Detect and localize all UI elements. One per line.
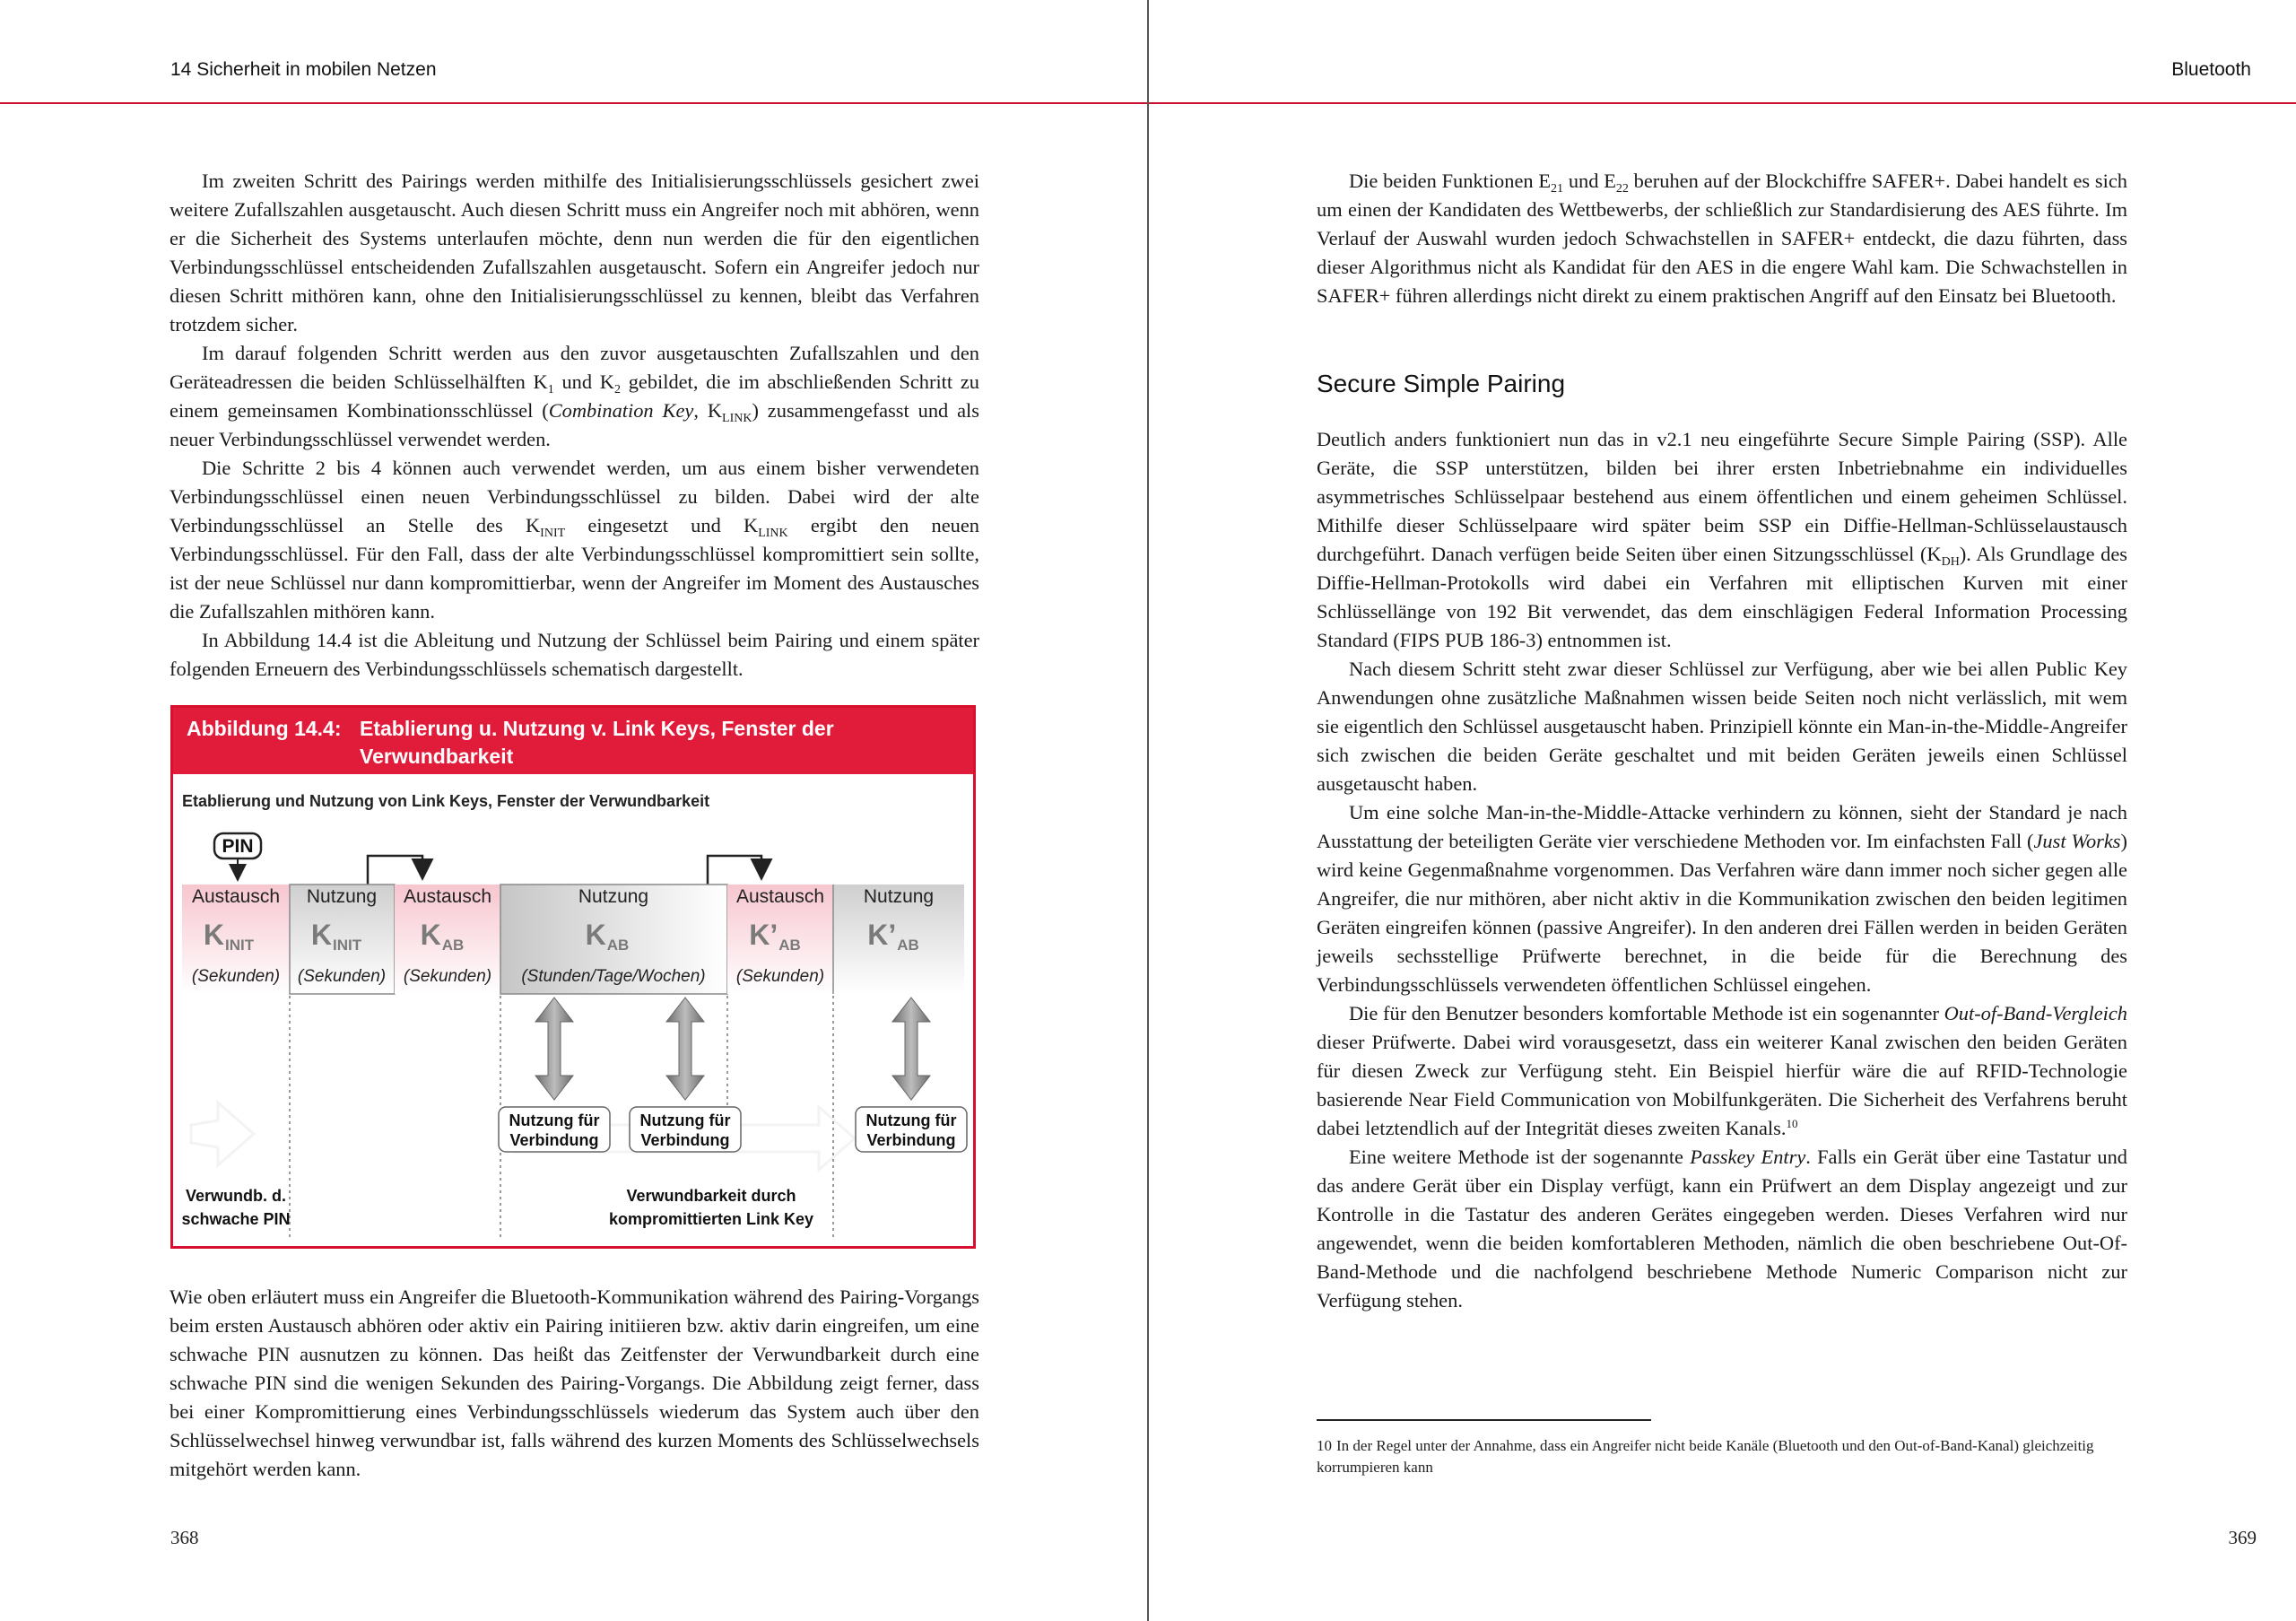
svg-text:(Sekunden): (Sekunden) [191, 967, 281, 986]
header-rule-right [1149, 102, 2296, 104]
vuln-weak-pin-line2: schwache PIN [181, 1210, 291, 1228]
left-body-bottom [170, 1283, 979, 1484]
key-phase-box [500, 885, 727, 994]
svg-text:Verbindung: Verbindung [640, 1131, 730, 1149]
paragraph: Die Schritte 2 bis 4 können auch verwendet werden, um aus einem bisher verwendeten Verbindungsschlüssel einen neuen Verbindungsschlüssel zu bilden. Dabei wird der alte Verbindungsschlüssel an Stelle des $K_{INIT}$ eingesetzt und $K_{LINK}$ ergibt den neuen Verbindungsschlüssel. Für den Fall, dass der alte Verbindungsschlüssel kompromittiert sein sollte, ist der neue Schlüssel nur dann kompromittierbar, wenn der Angreifer im Moment des Austausches die Zufallszahlen mithören kann. [170, 457, 979, 623]
usage-label [499, 1107, 610, 1152]
vuln-compromised-line1: Verwundbarkeit durch [626, 1187, 796, 1205]
svg-text:Nutzung: Nutzung [578, 886, 649, 907]
figure-number: Abbildung 14.4: [187, 717, 342, 740]
svg-text:Austausch: Austausch [403, 886, 492, 907]
svg-text:Nutzung für: Nutzung für [509, 1111, 600, 1129]
key-phase-box [395, 885, 500, 994]
paragraph: Nach diesem Schritt steht zwar dieser Schlüssel zur Verfügung, aber wie bei allen Public Key Anwendungen ohne zusätzliche Maßnahmen wissen beide Seiten noch nicht verlässlich, mit wem sie eigentlich den Schlüssel ausgetauscht haben. Prinzipiell könnte ein Man-in-the-Middle-Angreifer sich zwischen die beiden Geräte geschaltet und mit beiden Geräten jeweils einen Schlüssel ausgetauscht haben. [1317, 658, 2127, 795]
running-head-left: 14 Sicherheit in mobilen Netzen [170, 59, 437, 80]
footnote-text: In der Regel unter der Annahme, dass ein Angreifer nicht beide Kanäle (Bluetooth und den Out-of-Band-Kanal) gleichzeitig korrumpieren kann [1317, 1437, 2094, 1476]
footnote-number: 10 [1317, 1437, 1332, 1454]
footnote-rule [1317, 1419, 1651, 1421]
footnote-ref: 10 [1786, 1117, 1798, 1130]
paragraph: Eine weitere Methode ist der sogenannte Passkey Entry. Falls ein Gerät über eine Tastatur und das andere Gerät über ein Display verfügt, kann ein Prüfwert an dem Display angezeigt und zur Kontrolle in die Tastatur des anderen Gerätes eingegeben werden. Dieses Verfahren wird nur angewendet, wenn die beiden komfortableren Methoden, nämlich die oben beschriebene Out-Of-Band-Methode und die nachfolgend beschriebene Methode Numeric Comparison nicht zur Verfügung stehen. [1317, 1146, 2128, 1312]
svg-text:K’AB: K’AB [749, 919, 801, 954]
right-page [1149, 0, 2296, 1621]
svg-text:PIN: PIN [222, 836, 254, 857]
svg-text:KAB: KAB [585, 919, 630, 954]
paragraph: Wie oben erläutert muss ein Angreifer die Bluetooth-Kommunikation während des Pairing-Vorgangs beim ersten Austausch abhören oder aktiv ein Pairing initiieren bzw. aktiv darin eingreifen, um eine schwache PIN ausnutzen zu können. Das heißt das Zeitfenster der Verwundbarkeit durch eine schwache PIN sind die wenigen Sekunden des Pairing-Vorgangs. Die Abbildung zeigt ferner, dass bei einer Kompromittierung eines Verbindungsschlüssels wiederum das System auch über den Schlüsselwechsel hinweg verwundbar ist, falls während des kurzen Moments des Schlüsselwechsels mitgehört werden kann. [170, 1285, 979, 1480]
key-phase-box [290, 885, 395, 994]
key-phase-box [727, 885, 833, 994]
figure-diagram [173, 708, 973, 1246]
paragraph: Deutlich anders funktioniert nun das in v2.1 neu eingeführte Secure Simple Pairing (SSP). Alle Geräte, die SSP unterstützen, bilden bei ihrer ersten Inbetriebnahme ein individuelles asymmetrisches Schlüsselpaar bestehend aus einem öffentlichen und einem geheimen Schlüssel. Mithilfe dieser Schlüsselpaare wird später beim SSP ein Diffie-Hellman-Schlüsselaustausch durchgeführt. Danach verfügen beide Seiten über einen Sitzungsschlüssel $(K_{DH})$. Als Grundlage des Diffie-Hellman-Protokolls wird dabei ein Verfahren mit elliptischen Kurven mit einer Schlüssellänge von 192 Bit verwendet, das dem einschlägigen Federal Information Processing Standard (FIPS PUB 186-3) entnommen ist. [1317, 428, 2127, 651]
figure-subtitle: Etablierung und Nutzung von Link Keys, Fenster der Verwundbarkeit [182, 792, 710, 810]
paragraph: Die beiden Funktionen $E_{21}$ und $E_{22}$ beruhen auf der Blockchiffre SAFER+. Dabei handelt es sich um einen der Kandidaten des Wettbewerbs, der schließlich zur Standardisierung des AES führte. Im Verlauf der Auswahl wurden jedoch Schwachstellen in SAFER+ entdeckt, die dazu führten, dass dieser Algorithmus nicht als Kandidat für den AES in die engere Wahl kam. Die Schwachstellen in SAFER+ führen allerdings nicht direkt zu einem praktischen Angriff auf den Einsatz bei Bluetooth. [1317, 170, 2127, 307]
pin-badge [214, 833, 261, 878]
figure-14-4 [170, 705, 976, 1249]
svg-text:KAB: KAB [420, 919, 465, 954]
svg-text:Nutzung für: Nutzung für [865, 1111, 957, 1129]
usage-label [856, 1107, 967, 1152]
paragraph: Die für den Benutzer besonders komfortable Methode ist ein sogenannter Out-of-Band-Vergleich dieser Prüfwerte. Dabei wird vorausgesetzt, dass ein weiterer Kanal zwischen den beiden Geräten für diesen Zweck zur Verfügung steht. Ein Beispiel hierfür wäre die auf RFID-Technologie basierende Near Field Communication von Mobilfunkgeräten. Die Sicherheit des Verfahrens beruht dabei letztendlich auf der Integrität dieses zweiten Kanals.$^{10}$ [1317, 1002, 2127, 1139]
footnote [1317, 1435, 2127, 1478]
left-body-top [170, 167, 979, 684]
svg-text:Austausch: Austausch [735, 886, 825, 907]
svg-text:Verbindung: Verbindung [866, 1131, 956, 1149]
paragraph: Im darauf folgenden Schritt werden aus den zuvor ausgetauschten Zufallszahlen und den Geräteadressen die beiden Schlüsselhälften $K_1$ und $K_2$ gebildet, die im abschließenden Schritt zu einem gemeinsamen Kombinationsschlüssel (Combination Key, $K_{LINK}$) zusammengefasst und als neuer Verbindungsschlüssel verwendet werden. [170, 342, 979, 450]
svg-text:Verbindung: Verbindung [509, 1131, 599, 1149]
paragraph: Um eine solche Man-in-the-Middle-Attacke verhindern zu können, sieht der Standard je nach Ausstattung der beteiligten Geräte vier verschiedene Methoden vor. Im einfachsten Fall (Just Works) wird keine Gegenmaßnahme vorgenommen. Das Verfahren wäre dann immer noch sicher gegen alle Angreifer, die nur mithören, aber nicht aktiv in die Kommunikation zwischen den beiden legitimen Geräten eingreifen können (passive Angreifer). In den anderen drei Fällen werden in beiden Geräten jeweils sechsstellige Prüfwerte berechnet, in die beide für die Berechnung des Verbindungsschlüssels verwendeten öffentlichen Schlüssel eingehen. [1317, 801, 2127, 996]
running-head-right: Bluetooth [2171, 59, 2251, 80]
left-page [0, 0, 1147, 1621]
figure-title: Etablierung u. Nutzung v. Link Keys, Fenster der Verwundbarkeit [360, 717, 834, 768]
paragraph: In Abbildung 14.4 ist die Ableitung und Nutzung der Schlüssel beim Pairing und einem später folgenden Erneuern des Verbindungsschlüssels schematisch dargestellt. [170, 629, 979, 680]
svg-text:K’AB: K’AB [867, 919, 919, 954]
right-body-intro [1317, 167, 2127, 310]
vuln-compromised-line2: kompromittierten Link Key [608, 1210, 814, 1228]
key-phase-box [833, 885, 964, 994]
rekey-arrow-2 [708, 856, 761, 885]
page-number-left: 368 [170, 1527, 199, 1548]
svg-text:KINIT: KINIT [203, 919, 255, 954]
header-rule-left [0, 102, 1147, 104]
svg-text:Nutzung: Nutzung [306, 886, 378, 907]
section-heading: Secure Simple Pairing [1317, 370, 1566, 397]
page-number-right: 369 [2228, 1527, 2257, 1548]
right-body-main [1317, 425, 2127, 1315]
svg-text:Austausch: Austausch [191, 886, 281, 907]
svg-text:Nutzung für: Nutzung für [639, 1111, 731, 1129]
usage-arrows [535, 998, 930, 1100]
usage-label [630, 1107, 741, 1152]
svg-text:(Sekunden): (Sekunden) [297, 967, 387, 986]
svg-text:(Stunden/Tage/Wochen): (Stunden/Tage/Wochen) [521, 967, 706, 986]
key-phase-box [182, 885, 290, 994]
vuln-weak-pin-line1: Verwundb. d. [185, 1187, 287, 1205]
svg-text:Nutzung: Nutzung [863, 886, 935, 907]
svg-text:KINIT: KINIT [310, 919, 362, 954]
rekey-arrow-1 [368, 856, 422, 885]
svg-text:(Sekunden): (Sekunden) [403, 967, 492, 986]
paragraph: Im zweiten Schritt des Pairings werden mithilfe des Initialisierungsschlüssels gesichert zwei weitere Zufallszahlen ausgetauscht. Auch diesen Schritt muss ein Angreifer noch mit abhören, wenn er die Sicherheit des Systems unterlaufen möchte, denn nun werden die für den eigentlichen Verbindungsschlüssel entscheidenden Zufallszahlen ausgetauscht. Sofern ein Angreifer jedoch nur diesen Schritt mithören kann, ohne den Initialisierungsschlüssel zu kennen, bleibt das Verfahren trotzdem sicher. [170, 170, 979, 336]
svg-text:(Sekunden): (Sekunden) [735, 967, 825, 986]
